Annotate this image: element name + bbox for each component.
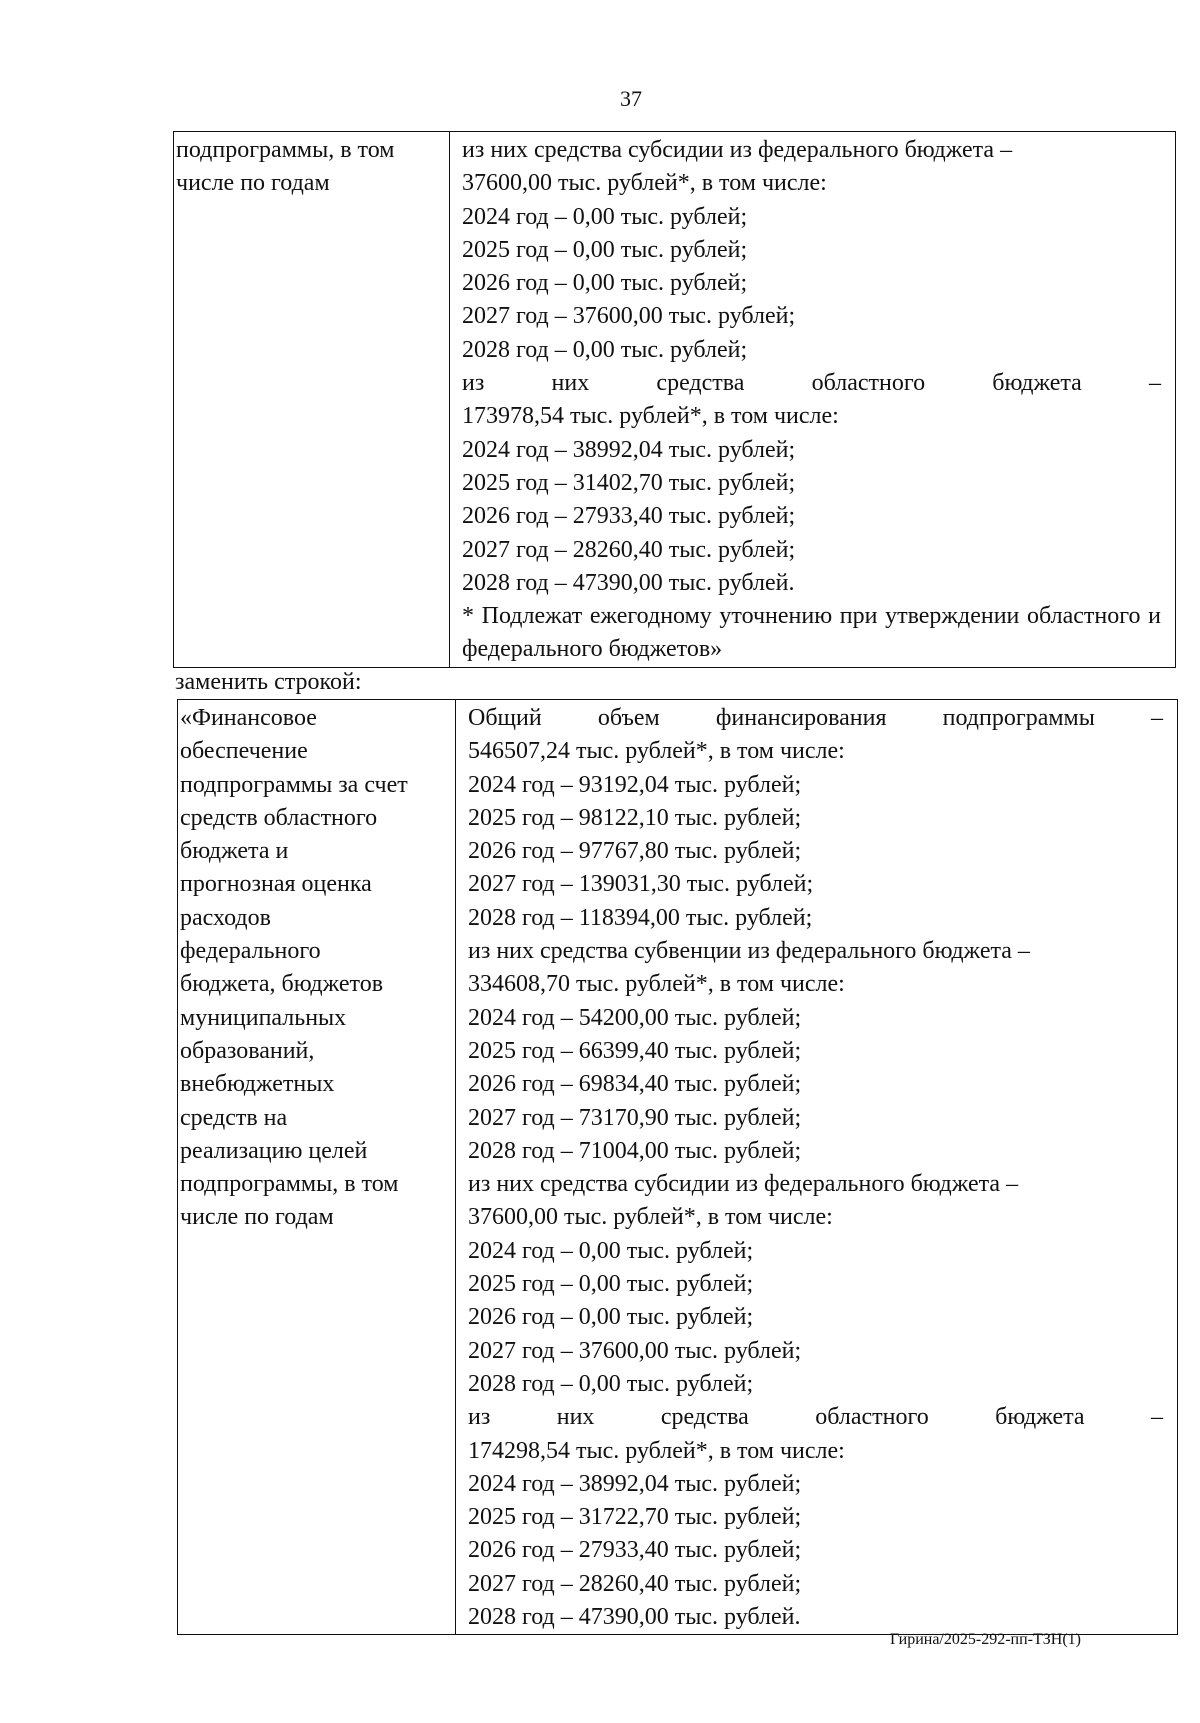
regional-heading: из них средства областного бюджета – xyxy=(462,370,1161,397)
federal-subvention-heading: из них средства субвенции из федерального бюджета – xyxy=(468,938,1030,965)
label-line: реализацию целей xyxy=(180,1137,368,1164)
year-amount: 2028 год – 47390,00 тыс. рублей. xyxy=(468,1604,801,1631)
label-line: числе по годам xyxy=(180,1204,334,1231)
year-amount: 2024 год – 38992,04 тыс. рублей; xyxy=(468,1470,802,1497)
financing-details-cell xyxy=(450,132,1176,668)
year-amount: 2026 год – 0,00 тыс. рублей; xyxy=(468,1304,754,1331)
regional-heading: из них средства областного бюджета – xyxy=(468,1404,1163,1431)
financing-details-cell xyxy=(456,700,1178,1635)
label-line: федерального xyxy=(180,938,321,965)
federal-subsidy-total: 37600,00 тыс. рублей*, в том числе: xyxy=(462,170,827,197)
year-amount: 2027 год – 73170,90 тыс. рублей; xyxy=(468,1104,802,1131)
year-amount: 2025 год – 0,00 тыс. рублей; xyxy=(468,1271,754,1298)
label-line: муниципальных xyxy=(180,1004,347,1031)
financing-table-old-fragment xyxy=(173,131,1176,668)
federal-subsidy-heading: из них средства субсидии из федерального бюджета – xyxy=(468,1171,1019,1198)
year-amount: 2028 год – 71004,00 тыс. рублей; xyxy=(468,1137,802,1164)
label-line: подпрограммы, в том xyxy=(176,137,395,163)
page-number: 37 xyxy=(620,86,642,111)
label-line: числе по годам xyxy=(176,170,330,197)
year-amount: 2026 год – 27933,40 тыс. рублей; xyxy=(468,1537,802,1564)
total-amount: 546507,24 тыс. рублей*, в том числе: xyxy=(468,738,845,765)
label-line: обеспечение xyxy=(180,738,308,765)
replace-instruction: заменить строкой: xyxy=(175,669,362,695)
year-amount: 2026 год – 0,00 тыс. рублей; xyxy=(462,270,748,297)
label-line: прогнозная оценка xyxy=(180,871,372,898)
year-amount: 2025 год – 31402,70 тыс. рублей; xyxy=(462,469,796,496)
year-amount: 2027 год – 28260,40 тыс. рублей; xyxy=(468,1570,802,1597)
label-line: подпрограммы за счет xyxy=(180,771,408,798)
label-line: расходов xyxy=(180,904,271,931)
year-amount: 2024 год – 54200,00 тыс. рублей; xyxy=(468,1004,802,1031)
federal-subvention-total: 334608,70 тыс. рублей*, в том числе: xyxy=(468,971,845,998)
footnote: * Подлежат ежегодному уточнению при утверждении областного и федерального бюджетов» xyxy=(462,603,1161,663)
year-amount: 2028 год – 0,00 тыс. рублей; xyxy=(468,1370,754,1397)
regional-total: 173978,54 тыс. рублей*, в том числе: xyxy=(462,403,839,430)
year-amount: 2028 год – 0,00 тыс. рублей; xyxy=(462,336,748,363)
federal-subsidy-total: 37600,00 тыс. рублей*, в том числе: xyxy=(468,1204,833,1231)
table-row xyxy=(174,132,1176,668)
year-amount: 2027 год – 37600,00 тыс. рублей; xyxy=(462,303,796,330)
year-amount: 2027 год – 139031,30 тыс. рублей; xyxy=(468,871,814,898)
total-heading: Общий объем финансирования подпрограммы – xyxy=(468,705,1163,731)
year-amount: 2028 год – 118394,00 тыс. рублей; xyxy=(468,904,813,931)
label-line: образований, xyxy=(180,1037,315,1064)
label-line: внебюджетных xyxy=(180,1071,335,1098)
federal-subsidy-heading: из них средства субсидии из федерального бюджета – xyxy=(462,137,1013,163)
year-amount: 2025 год – 66399,40 тыс. рублей; xyxy=(468,1037,802,1064)
label-line: средств областного xyxy=(180,804,378,831)
year-amount: 2024 год – 0,00 тыс. рублей; xyxy=(468,1237,754,1264)
row-label-cell xyxy=(174,132,450,668)
year-amount: 2024 год – 0,00 тыс. рублей; xyxy=(462,203,748,230)
financing-table-new-row xyxy=(177,699,1178,1635)
year-amount: 2027 год – 28260,40 тыс. рублей; xyxy=(462,536,796,563)
year-amount: 2026 год – 97767,80 тыс. рублей; xyxy=(468,838,802,865)
label-line: «Финансовое xyxy=(180,705,317,731)
label-line: подпрограммы, в том xyxy=(180,1171,399,1198)
year-amount: 2025 год – 31722,70 тыс. рублей; xyxy=(468,1504,802,1531)
label-line: бюджета и xyxy=(180,838,289,865)
table-row xyxy=(178,700,1178,1635)
document-code: Гирина/2025-292-пп-ТЗН(1) xyxy=(890,1631,1081,1648)
row-label-cell xyxy=(178,700,456,1635)
year-amount: 2024 год – 38992,04 тыс. рублей; xyxy=(462,436,796,463)
label-line: средств на xyxy=(180,1104,288,1131)
year-amount: 2025 год – 98122,10 тыс. рублей; xyxy=(468,804,802,831)
label-line: бюджета, бюджетов xyxy=(180,971,384,998)
regional-total: 174298,54 тыс. рублей*, в том числе: xyxy=(468,1437,845,1464)
year-amount: 2027 год – 37600,00 тыс. рублей; xyxy=(468,1337,802,1364)
year-amount: 2026 год – 69834,40 тыс. рублей; xyxy=(468,1071,802,1098)
year-amount: 2024 год – 93192,04 тыс. рублей; xyxy=(468,771,802,798)
year-amount: 2025 год – 0,00 тыс. рублей; xyxy=(462,236,748,263)
year-amount: 2026 год – 27933,40 тыс. рублей; xyxy=(462,503,796,530)
year-amount: 2028 год – 47390,00 тыс. рублей. xyxy=(462,569,795,596)
